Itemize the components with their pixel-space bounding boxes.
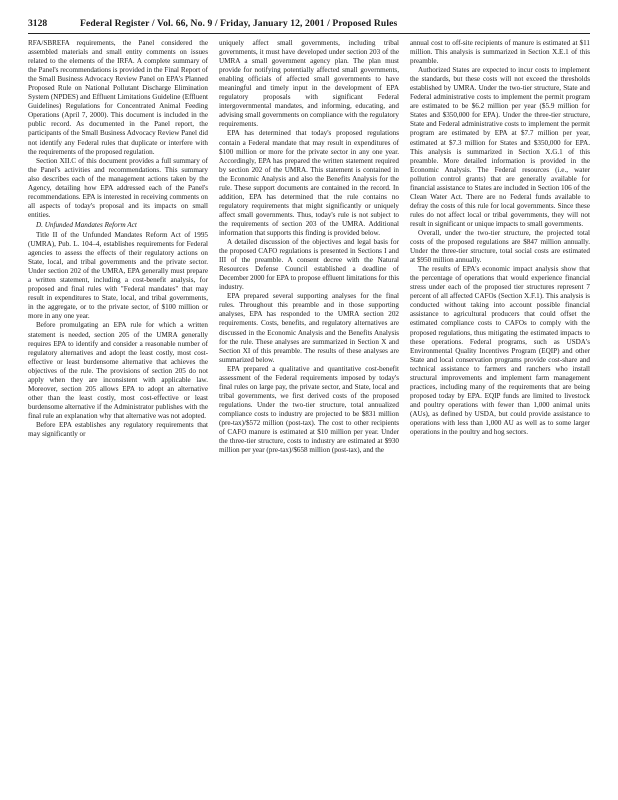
page-number: 3128	[28, 18, 48, 29]
paragraph: The results of EPA's economic impact analysis show that the percentage of operations that would experience financial stress under each of the proposed tier structures represent 7 percent of all affected CAFOs (Section X.F.1). This analysis is conducted without taking into account possible financial assistance to agricultural producers that could offset the estimated compliance costs to CAFOs to comply with the proposed regulations, thus mitigating the estimated impacts to these operations. Federal programs, such as USDA's Environmental Quality Incentives Program (EQIP) and other State and local conservation programs provide cost-share and technical assistance to farmers and ranchers who install structural improvements and implement farm management practices, including many of the requirements that are being proposed today by EPA. EQIP funds are limited to livestock and poultry operations with fewer than 1,000 animal units (AUs), as defined by USDA, but could provide assistance to operations with less than 1,000 AU as well as to some larger operations in the poultry and hog sectors.	[410, 265, 590, 437]
column-1	[28, 39, 208, 794]
publication-title: Federal Register / Vol. 66, No. 9 / Friday, January 12, 2001 / Proposed Rules	[80, 18, 398, 29]
paragraph: EPA prepared a qualitative and quantitative cost-benefit assessment of the Federal requirements imposed by today's final rules on large pay, the private sector, and State, local and tribal governments, we first derived costs of the proposed regulations. Under the two-tier structure, total annualized compliance costs to industry are projected to be $831 million (pre-tax)/$572 million (post-tax). The cost to other recipients of CAFO manure is estimated at $10 million per year. Under the three-tier structure, costs to industry are estimated at $930 million per year (pre-tax)/$658 million (post-tax), and the	[219, 364, 399, 455]
paragraph: Section XII.C of this document provides a full summary of the Panel's activities and recommendations. This summary also describes each of the management actions taken by the Agency, detailing how EPA addressed each of the Panel's recommendations. EPA is interested in receiving comments on all aspects of today's proposal and its impacts on small entities.	[28, 156, 208, 219]
paragraph: uniquely affect small governments, including tribal governments, it must have developed under section 203 of the UMRA a small government agency plan. The plan must provide for notifying potentially affected small governments, enabling officials of affected small governments to have meaningful and timely input in the development of EPA regulatory proposals with significant Federal intergovernmental mandates, and informing, educating, and advising small governments on compliance with the regulatory requirements.	[219, 39, 399, 129]
paragraph: Title II of the Unfunded Mandates Reform Act of 1995 (UMRA), Pub. L. 104–4, establishes requirements for Federal agencies to assess the effects of their regulatory actions on State, local, and tribal governments and the private sector. Under section 202 of the UMRA, EPA generally must prepare a written statement, including a cost-benefit analysis, for proposed and final rules with "Federal mandates" that may result in expenditures to State, local, and tribal governments, in the aggregate, or to the private sector, of $100 million or more in any one year.	[28, 230, 208, 321]
paragraph: annual cost to off-site recipients of manure is estimated at $11 million. This analysis is summarized in Section X.E.1 of this preamble.	[410, 39, 590, 66]
column-3	[410, 39, 590, 794]
paragraph: Before EPA establishes any regulatory requirements that may significantly or	[28, 420, 208, 439]
paragraph: Overall, under the two-tier structure, the projected total costs of the proposed regulations are $847 million annually. Under the three-tier structure, total social costs are estimated at $950 million annually.	[410, 228, 590, 265]
paragraph: Authorized States are expected to incur costs to implement the standards, but these costs will not exceed the thresholds established by UMRA. Under the two-tier structure, State and Federal administrative costs to implement the permit program are estimated to be $6.2 million per year ($5.9 million for States and $350,000 for EPA). Under the three-tier structure, State and Federal administrative costs to implement the permit program are estimated by EPA at $7.7 million per year, estimated at $7.3 million for States and $350,000 for EPA. This analysis is summarized in Section X.G.1 of this preamble. More detailed information is provided in the Economic Analysis. The Federal resources (i.e., water pollution control grants) that are generally available for financial assistance to States are included in Section 106 of the Clean Water Act. There are no Federal funds available to defray the costs of this rule for local governments. Since these rules do not affect local or tribal governments, they will not result in significant or unique impacts to small governments.	[410, 66, 590, 228]
paragraph: A detailed discussion of the objectives and legal basis for the proposed CAFO regulations is presented in Sections I and III of the preamble. A consent decree with the Natural Resources Defense Council established a deadline of December 2000 for EPA to propose effluent limitations for this industry.	[219, 238, 399, 292]
paragraph: Before promulgating an EPA rule for which a written statement is needed, section 205 of the UMRA generally requires EPA to identify and consider a reasonable number of regulatory alternatives and adopt the least costly, most cost-effective or least burdensome alternative that achieves the objectives of the rule. The provisions of section 205 do not apply when they are inconsistent with applicable law. Moreover, section 205 allows EPA to adopt an alternative other than the least costly, most cost-effective or least burdensome alternative if the Administrator publishes with the final rule an explanation why that alternative was not adopted.	[28, 321, 208, 420]
paragraph: EPA prepared several supporting analyses for the final rules. Throughout this preamble and in those supporting analyses, EPA has responded to the UMRA section 202 requirements. Costs, benefits, and regulatory alternatives are discussed in the Economic Analysis and the Benefits Analysis for the rule. These analyses are summarized in Section X and Section XI of this preamble. The results of these analyses are summarized below.	[219, 292, 399, 364]
column-2	[219, 39, 399, 794]
paragraph: RFA/SBREFA requirements, the Panel considered the assembled materials and small entity comments on issues related to the elements of the IRFA. A complete summary of the Panel's recommendations is provided in the Final Report of the Small Business Advocacy Review Panel on EPA's Planned Proposed Rule on National Pollutant Discharge Elimination System (NPDES) and Effluent Limitations Guideline (Effluent Guidelines) Regulations for Concentrated Animal Feeding Operations (April 7, 2000). This document is included in the public record. As documented in the Panel report, the participants of the Small Business Advocacy Review Panel did not identify any Federal rules that duplicate or interfere with the requirements of the proposed regulation.	[28, 39, 208, 156]
running-header	[28, 17, 590, 31]
paragraph: EPA has determined that today's proposed regulations contain a Federal mandate that may result in expenditures of $100 million or more for the private sector in any one year. Accordingly, EPA has prepared the written statement required by section 202 of the UMRA. This statement is contained in the Economic Analysis and also the Benefits Analysis for the rule. These support documents are contained in the record. In addition, EPA has determined that the rule contains no regulatory requirements that might significantly or uniquely affect small governments. Thus, today's rule is not subject to the requirements of section 203 of the UMRA. Additional information that supports this finding is provided below.	[219, 129, 399, 237]
header-rule	[28, 33, 590, 34]
section-heading: D. Unfunded Mandates Reform Act	[36, 220, 137, 229]
